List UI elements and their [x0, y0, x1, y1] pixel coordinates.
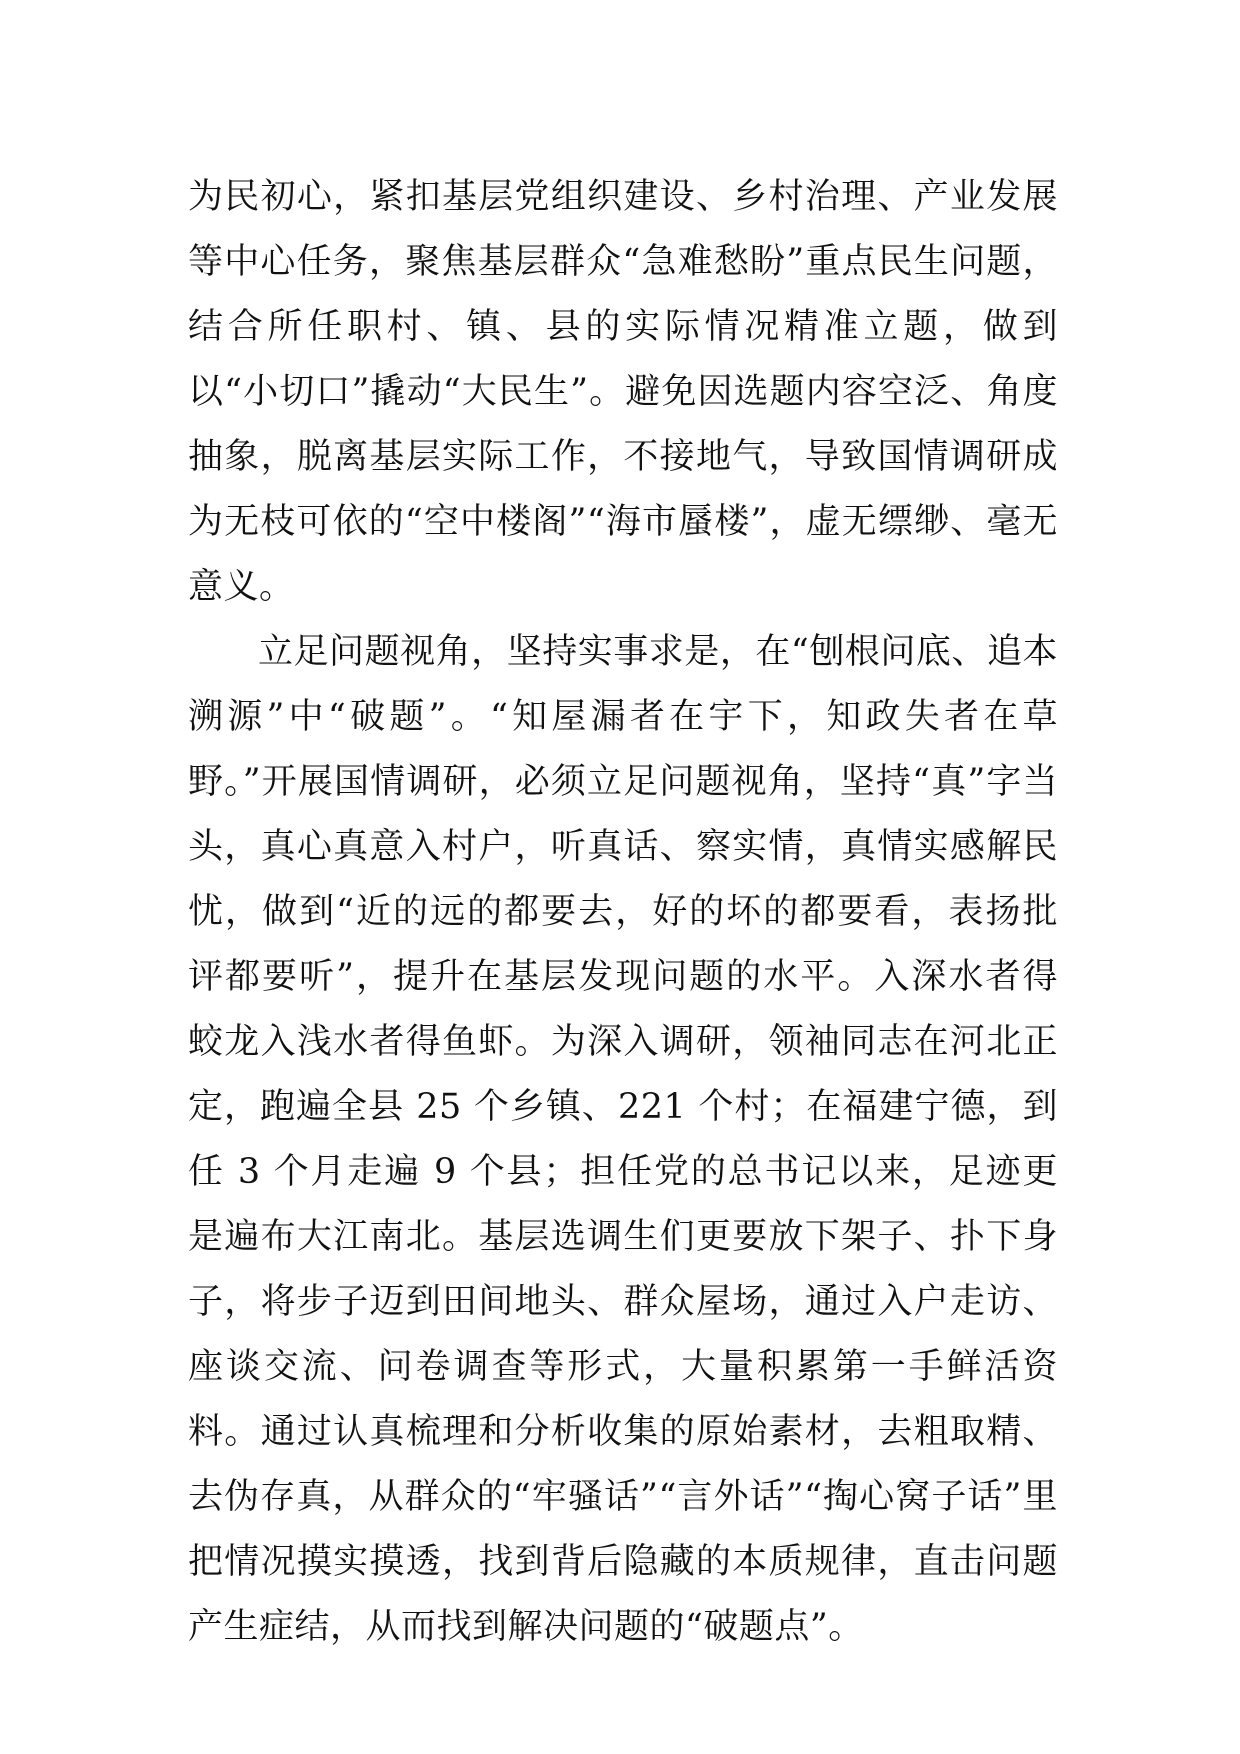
paragraph-continued: 为民初心，紧扣基层党组织建设、乡村治理、产业发展等中心任务，聚焦基层群众“急难愁盼”重点民生问题，结合所任职村、镇、县的实际情况精准立题，做到以“小切口”撬动“大民生”。避免因选题内容空泛、角度抽象，脱离基层实际工作，不接地气，导致国情调研成为无枝可依的“空中楼阁”“海市蜃楼”，虚无缥缈、毫无意义。 — [188, 177, 1058, 607]
body-text — [188, 165, 1058, 1660]
paragraph-problem-perspective: 立足问题视角，坚持实事求是，在“刨根问底、追本溯源”中“破题”。“知屋漏者在宇下，知政失者在草野。”开展国情调研，必须立足问题视角，坚持“真”字当头，真心真意入村户，听真话、察实情，真情实感解民忧，做到“近的远的都要去，好的坏的都要看，表扬批评都要听”，提升在基层发现问题的水平。入深水者得蛟龙入浅水者得鱼虾。为深入调研，领袖同志在河北正定，跑遍全县 25 个乡镇、221 个村；在福建宁德，到任 3 个月走遍 9 个县；担任党的总书记以来，足迹更是遍布大江南北。基层选调生们更要放下架子、扑下身子，将步子迈到田间地头、群众屋场，通过入户走访、座谈交流、问卷调查等形式，大量积累第一手鲜活资料。通过认真梳理和分析收集的原始素材，去粗取精、去伪存真，从群众的“牢骚话”“言外话”“掏心窝子话”里把情况摸实摸透，找到背后隐藏的本质规律，直击问题产生症结，从而找到解决问题的“破题点”。 — [188, 632, 1058, 1647]
